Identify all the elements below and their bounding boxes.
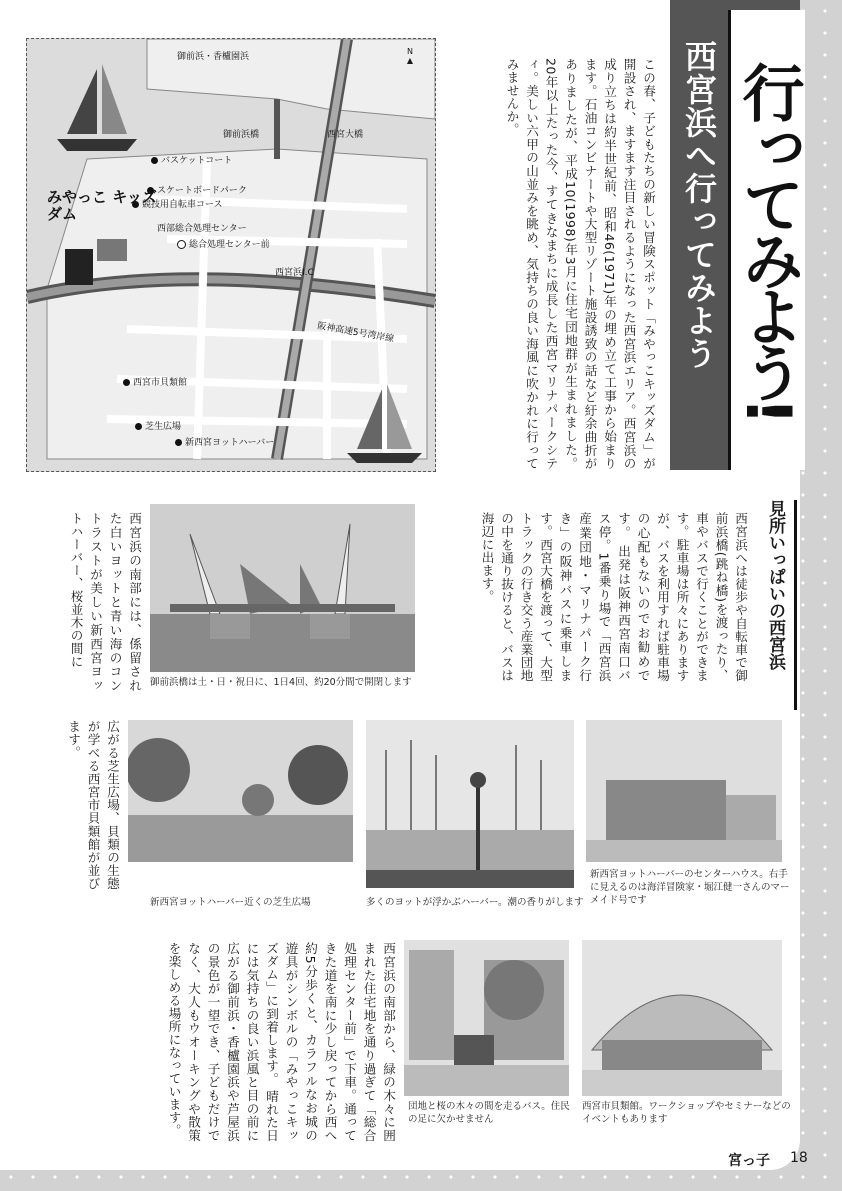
- map-roads: [27, 39, 435, 471]
- photo-bridge: [150, 504, 415, 672]
- map-label-kidsdam: みやっこ キッズダム: [47, 188, 157, 223]
- photo-bus: [404, 940, 569, 1096]
- map-label-shell: 西宮市貝類館: [123, 375, 187, 388]
- pin-icon: [175, 439, 182, 446]
- photo-lawn: [128, 720, 353, 862]
- section-body-4: 西宮浜の南部から、緑の木々に囲まれた住宅地を通り過ぎて「総合処理センター前」で下車。通ってきた道を南に少し戻ってから西へ約5分歩くと、カラフルなお城の遊具がシンボルの「みやっこキッズダム」に到着します。 晴れた日には気持ちの良い浜風と目の前に広がる御前浜・香櫨園浜や芦屋浜の景色が一望でき、子どもだけでなく、大人もウオーキングや散策を楽しめる場所になっています。: [166, 942, 396, 1142]
- photo-museum: [582, 940, 782, 1096]
- map-label-skate: スケートボードパーク: [147, 183, 247, 196]
- pin-icon: [123, 379, 130, 386]
- pin-icon: [151, 157, 158, 164]
- intro-text: この春、子どもたちの新しい冒険スポット「みやっこキッズダム」が開設され、ますます注目されるようになった西宮浜エリア。西宮浜の成り立ちは約半世紀前、昭和46(1971)年の埋め立て工事から始まります。石油コンビナートや大型リゾート施設誘致の話など紆余曲折がありましたが、平成10(1998)年3月に住宅団地群が生まれました。 20年以上たった今、すてきなまちに成長した西宮マリナパークシティ。美しい六甲の山並みを眺め、気持ちの良い海風に吹かれに行ってみませんか。: [504, 58, 656, 470]
- area-map: [26, 38, 436, 472]
- map-label-harbor: 新西宮ヨットハーバー: [175, 435, 274, 448]
- caption-bridge: 御前浜橋は土・日・祝日に、1日4回、約20分間で開閉します: [150, 677, 412, 688]
- caption-bus: 団地と桜の木々の間を走るバス。住民の足に欠かせません: [408, 1101, 570, 1125]
- caption-lawn: 新西宮ヨットハーバー近くの芝生広場: [150, 897, 311, 908]
- map-label-gozenhama-bridge: 御前浜橋: [223, 130, 260, 140]
- map-label-gozen-korien: 御前浜・香櫨園浜: [177, 52, 250, 62]
- map-label-hanshin: 阪神高速5号湾岸線: [316, 321, 395, 345]
- map-label-ic: 西宮浜I.C: [275, 268, 314, 278]
- map-label-lawn: 芝生広場: [135, 419, 181, 432]
- section-body-1: 西宮浜へは徒歩や自転車で御前浜橋(跳ね橋)を渡ったり、車やバスで行くことができます。駐車場は所々にありますが、バスを利用すれば駐車場の心配もないのでお勧めです。 出発は阪神西宮南口バス停。1番乗り場で「西宮浜産業団地・マリナパーク行き」の阪神バスに乗車します。西宮大橋を渡って、大型トラックの行き交う産業団地の中を通り抜けると、バスは海辺に出ます。: [479, 512, 748, 682]
- map-label-shori-center: 西部総合処理センター: [157, 224, 247, 234]
- section-heading: 見所いっぱいの西宮浜: [758, 500, 797, 710]
- photo-yachts: [366, 720, 574, 888]
- magazine-logo: 宮っ子: [728, 1153, 770, 1169]
- main-title: 行ってみよう!: [728, 10, 805, 470]
- bus-stop-icon: [177, 240, 186, 249]
- sub-title: 西宮浜へ行ってみよう: [680, 40, 718, 370]
- caption-yachts: 多くのヨットが浮かぶハーバー。潮の香りがします: [366, 897, 584, 908]
- section-body-3: 広がる芝生広場、貝類の生態が学べる西宮市貝類館が並びます。: [66, 720, 120, 890]
- photo-center-house: [586, 720, 782, 862]
- north-arrow-icon: N ▲: [406, 47, 414, 65]
- caption-center-house: 新西宮ヨットハーバーのセンターハウス。右手に見えるのは海洋冒険家・堀江健一さんのマーメイド号です: [590, 869, 790, 906]
- section-body-2: 西宮浜の南部には、係留された白いヨットと青い海のコントラストが美しい新西宮ヨットハーバー、桜並木の間に: [68, 512, 142, 692]
- caption-museum: 西宮市貝類館。ワークショップやセミナーなどのイベントもあります: [582, 1101, 791, 1125]
- map-label-bus-stop: 総合処理センター前: [177, 237, 270, 250]
- pin-icon: [135, 423, 142, 430]
- map-label-nishinomiya-ohashi: 西宮大橋: [327, 130, 364, 140]
- map-label-cycle: 競技用自転車コース: [132, 197, 223, 210]
- map-label-basket: バスケットコート: [151, 153, 232, 166]
- page-number: 18: [790, 1150, 808, 1166]
